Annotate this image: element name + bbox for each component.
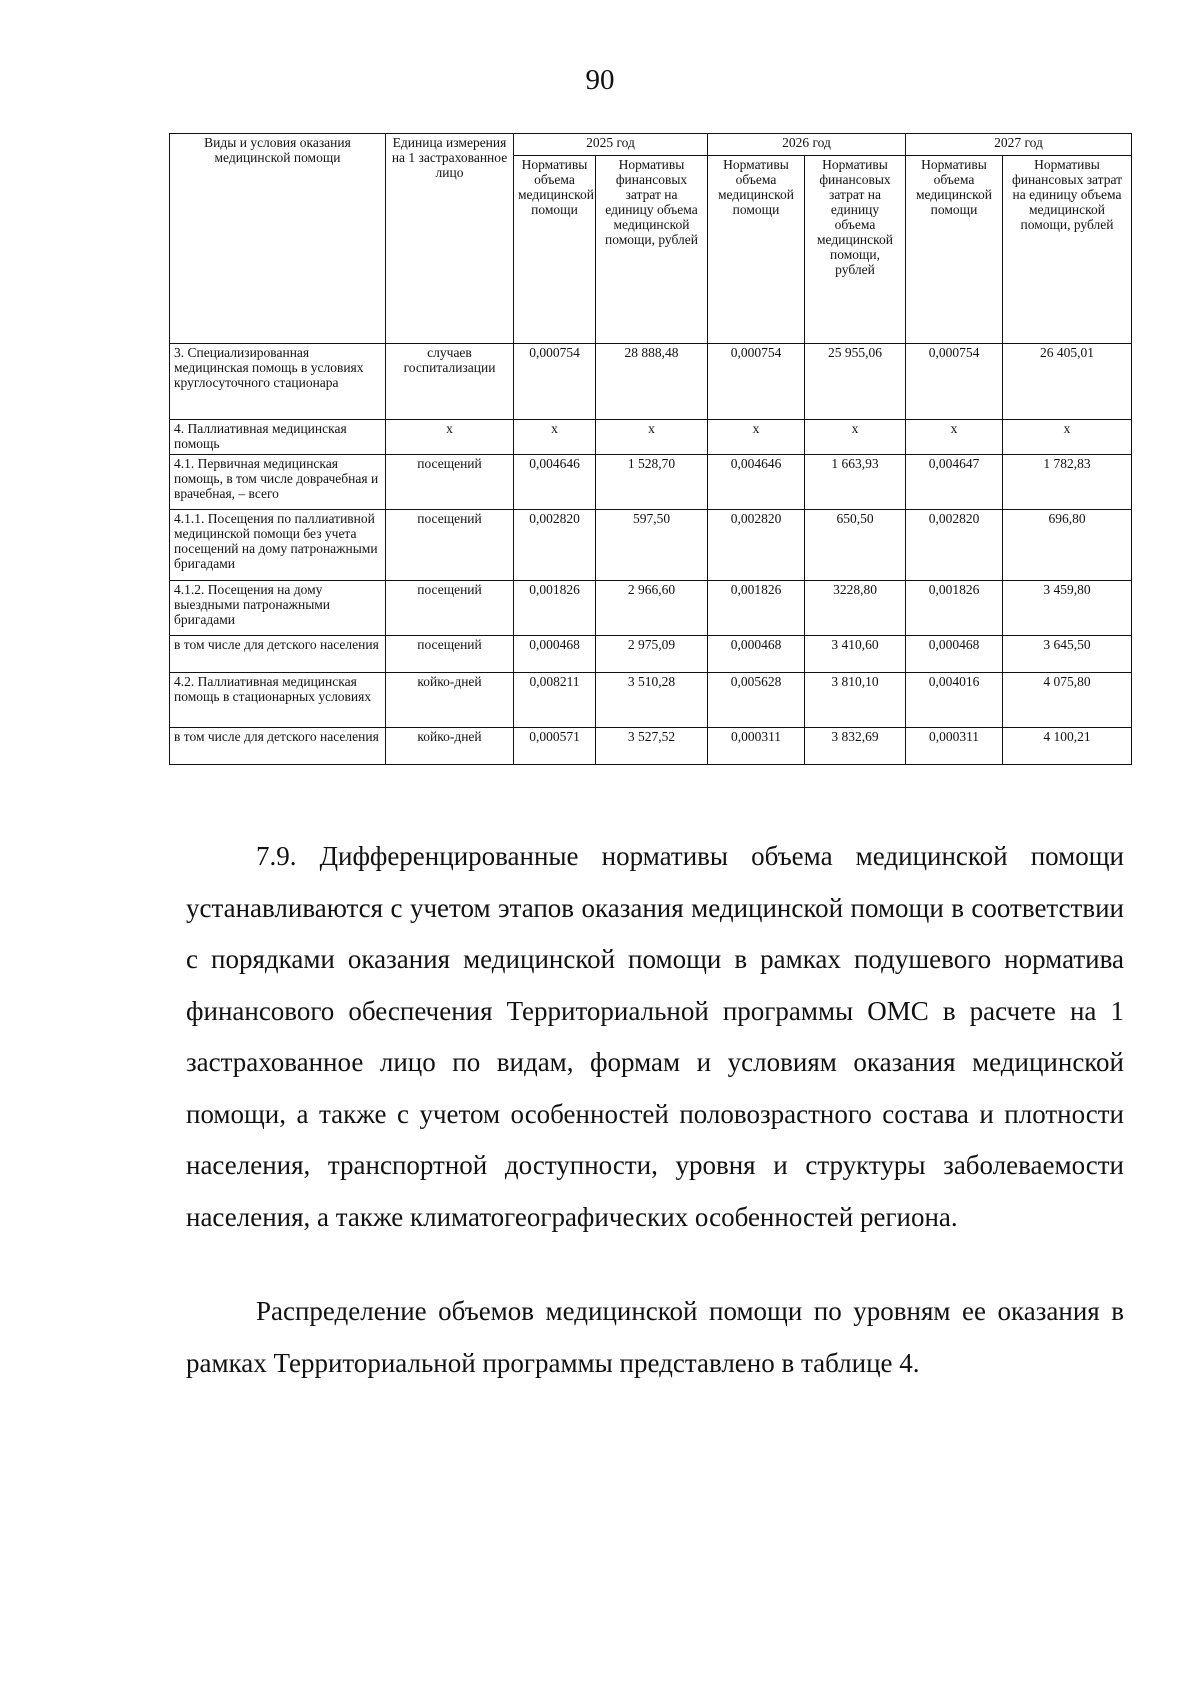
cell-value: x [708, 420, 805, 455]
cell-value: 0,000468 [708, 636, 805, 673]
page-number: 90 [585, 64, 615, 96]
cell-value: 0,004646 [708, 455, 805, 510]
normatives-table [169, 133, 1132, 765]
table-row [170, 420, 1132, 455]
cell-value: 1 782,83 [1003, 455, 1132, 510]
row-label: 4. Паллиативная медицинская помощь [170, 420, 386, 455]
cell-value: 0,008211 [514, 673, 596, 728]
cell-value: 25 955,06 [805, 344, 906, 420]
cell-value: 0,002820 [906, 510, 1003, 581]
cell-value: 0,004647 [906, 455, 1003, 510]
cell-value: 3 510,28 [596, 673, 708, 728]
row-label: 4.1.1. Посещения по паллиативной медицинской помощи без учета посещений на дому патронажными бригадами [170, 510, 386, 581]
table-row [170, 510, 1132, 581]
row-label: в том числе для детского населения [170, 728, 386, 765]
cell-value: 0,000754 [906, 344, 1003, 420]
table-row [170, 455, 1132, 510]
header-year: 2026 год [708, 134, 906, 156]
subheader-volume: Нормативы объема медицинской помощи [906, 156, 1003, 344]
cell-value: 1 528,70 [596, 455, 708, 510]
cell-value: 3 410,60 [805, 636, 906, 673]
cell-value: 597,50 [596, 510, 708, 581]
cell-value: 3228,80 [805, 581, 906, 636]
cell-value: x [906, 420, 1003, 455]
cell-value: 0,000571 [514, 728, 596, 765]
subheader-cost: Нормативы финансовых затрат на единицу объема медицинской помощи, рублей [805, 156, 906, 344]
cell-value: 0,000754 [514, 344, 596, 420]
cell-value: 0,001826 [906, 581, 1003, 636]
cell-value: 0,000311 [906, 728, 1003, 765]
row-unit: посещений [386, 636, 514, 673]
subheader-cost: Нормативы финансовых затрат на единицу объема медицинской помощи, рублей [596, 156, 708, 344]
row-label: 4.1.2. Посещения на дому выездными патронажными бригадами [170, 581, 386, 636]
cell-value: x [514, 420, 596, 455]
row-unit: посещений [386, 510, 514, 581]
paragraph-distribution: Распределение объемов медицинской помощи по уровням ее оказания в рамках Территориальной программы представлено в таблице 4. [186, 1296, 1124, 1378]
cell-value: 650,50 [805, 510, 906, 581]
cell-value: 3 810,10 [805, 673, 906, 728]
cell-value: 3 527,52 [596, 728, 708, 765]
cell-value: 4 075,80 [1003, 673, 1132, 728]
row-label: 4.1. Первичная медицинская помощь, в том числе доврачебная и врачебная, – всего [170, 455, 386, 510]
cell-value: 696,80 [1003, 510, 1132, 581]
header-kind: Виды и условия оказания медицинской помощи [170, 134, 386, 344]
cell-value: 28 888,48 [596, 344, 708, 420]
row-label: 3. Специализированная медицинская помощь в условиях круглосуточного стационара [170, 344, 386, 420]
table-row [170, 636, 1132, 673]
header-year: 2027 год [906, 134, 1132, 156]
table-row [170, 344, 1132, 420]
table-row [170, 728, 1132, 765]
cell-value: x [596, 420, 708, 455]
subheader-volume: Нормативы объема медицинской помощи [514, 156, 596, 344]
cell-value: 0,005628 [708, 673, 805, 728]
cell-value: 26 405,01 [1003, 344, 1132, 420]
cell-value: x [1003, 420, 1132, 455]
header-year: 2025 год [514, 134, 708, 156]
cell-value: 2 975,09 [596, 636, 708, 673]
cell-value: 0,002820 [514, 510, 596, 581]
cell-value: 0,000754 [708, 344, 805, 420]
cell-value: 0,000468 [906, 636, 1003, 673]
cell-value: 3 832,69 [805, 728, 906, 765]
cell-value: x [805, 420, 906, 455]
row-unit: посещений [386, 581, 514, 636]
table-row [170, 581, 1132, 636]
row-unit: случаев госпитализации [386, 344, 514, 420]
cell-value: 0,000311 [708, 728, 805, 765]
row-label: в том числе для детского населения [170, 636, 386, 673]
subheader-cost: Нормативы финансовых затрат на единицу объема медицинской помощи, рублей [1003, 156, 1132, 344]
cell-value: 1 663,93 [805, 455, 906, 510]
cell-value: 0,001826 [708, 581, 805, 636]
cell-value: 0,001826 [514, 581, 596, 636]
row-unit: посещений [386, 455, 514, 510]
table-row [170, 673, 1132, 728]
row-unit: койко-дней [386, 728, 514, 765]
cell-value: 0,004646 [514, 455, 596, 510]
cell-value: 3 459,80 [1003, 581, 1132, 636]
row-unit: койко-дней [386, 673, 514, 728]
cell-value: 3 645,50 [1003, 636, 1132, 673]
cell-value: 0,002820 [708, 510, 805, 581]
cell-value: 4 100,21 [1003, 728, 1132, 765]
row-unit: x [386, 420, 514, 455]
row-label: 4.2. Паллиативная медицинская помощь в стационарных условиях [170, 673, 386, 728]
paragraph-7-9: 7.9. Дифференцированные нормативы объема медицинской помощи устанавливаются с учетом этапов оказания медицинской помощи в соответствии с порядками оказания медицинской помощи в рамках подушевого норматива финансового обеспечения Территориальной программы ОМС в расчете на 1 застрахованное лицо по видам, формам и условиям оказания медицинской помощи, а также с учетом особенностей половозрастного состава и плотности населения, транспортной доступности, уровня и структуры заболеваемости населения, а также климатогеографических особенностей региона. [186, 841, 1124, 1232]
cell-value: 2 966,60 [596, 581, 708, 636]
cell-value: 0,000468 [514, 636, 596, 673]
cell-value: 0,004016 [906, 673, 1003, 728]
header-unit: Единица измерения на 1 застрахованное лицо [386, 134, 514, 344]
subheader-volume: Нормативы объема медицинской помощи [708, 156, 805, 344]
